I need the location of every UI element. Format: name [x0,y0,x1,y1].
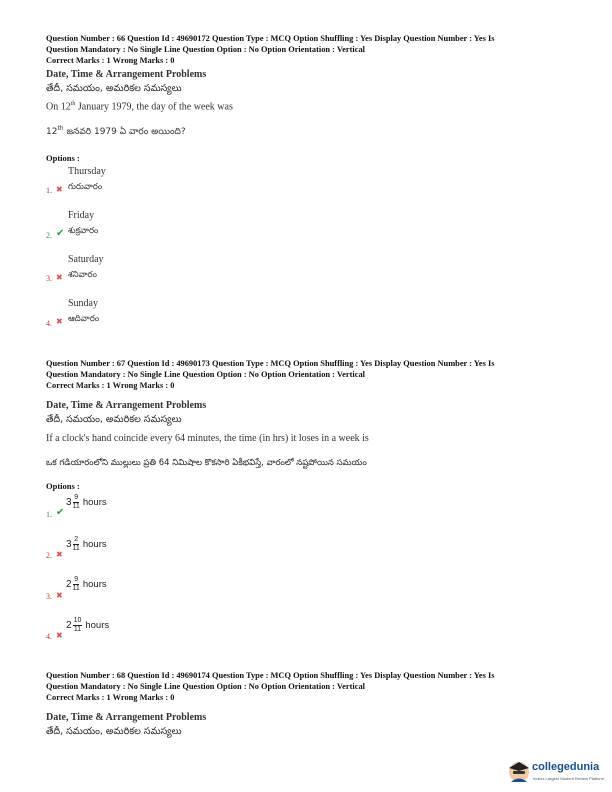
q66-option1-number: 1. [46,186,52,195]
correct-check-icon: ✔ [56,507,65,518]
q66-option3-te: శనివారం [68,270,97,280]
q66-options-label: Options : [46,153,80,163]
q67-option4-number: 4. [46,632,52,641]
wrong-mark-icon: ✖ [56,591,63,600]
q67-question-text-te: ఒక గడియారంలోని ముల్లులు ప్రతి 64 నిమిషాల కొకసారి ఏకీభవిస్తే, వారంలో నష్టపోయిన సమయం [46,458,367,468]
q68-meta-line2: Question Mandatory : No Single Line Question Option : No Option Orientation : Vertical [46,682,365,691]
q66-question-text-te: 12th జనవరి 1979 ఏ వారం అయింది? [46,125,186,137]
q66-option4-en: Sunday [68,298,98,309]
q67-section-title: Date, Time & Arrangement Problems [46,400,207,411]
q67-meta-line2: Question Mandatory : No Single Line Question Option : No Option Orientation : Vertical [46,370,365,379]
q67-option2-value: 3 $\frac{2}{11}$ hours [66,536,107,552]
wrong-mark-icon: ✖ [56,185,63,194]
q66-option4-number: 4. [46,319,52,328]
q66-option2-number: 2. [46,231,52,240]
q68-meta-line1: Question Number : 68 Question Id : 49690174 Question Type : MCQ Option Shuffling : Yes Display Question Number : Yes Is [46,671,495,680]
q67-option4-value: 2 $\frac{10}{11}$ hours [66,617,110,633]
q67-question-text: If a clock's hand coincide every 64 minutes, the time (in hrs) it loses in a week is [46,433,369,444]
q67-option1-number: 1. [46,510,52,519]
q66-option3-number: 3. [46,274,52,283]
q66-meta-line1: Question Number : 66 Question Id : 49690172 Question Type : MCQ Option Shuffling : Yes Display Question Number : Yes Is [46,34,495,43]
logo-tagline: India's Largest Student Review Platform [533,776,605,781]
q66-option2-te: శుక్రవారం [68,226,99,236]
correct-check-icon: ✔ [56,228,65,239]
q67-meta [46,358,586,391]
q66-section-title: Date, Time & Arrangement Problems [46,69,207,80]
q67-meta-line3: Correct Marks : 1 Wrong Marks : 0 [46,381,175,390]
q67-section-title-te: తేదీ, సమయం, అమరికల సమస్యలు [46,414,182,425]
q67-option2-number: 2. [46,551,52,560]
q66-meta-line3: Correct Marks : 1 Wrong Marks : 0 [46,56,175,65]
q67-options-label: Options : [46,481,80,491]
q67-option3-number: 3. [46,592,52,601]
q68-section-title: Date, Time & Arrangement Problems [46,712,207,723]
q66-section-title-te: తేదీ, సమయం, అమరికల సమస్యలు [46,83,182,94]
wrong-mark-icon: ✖ [56,550,63,559]
wrong-mark-icon: ✖ [56,317,63,326]
q66-option1-en: Thursday [68,166,106,177]
q66-option2-en: Friday [68,210,95,221]
logo-name: collegedunia [532,761,600,773]
wrong-mark-icon: ✖ [56,631,63,640]
q68-meta [46,670,586,703]
q66-option4-te: ఆదివారం [68,314,100,324]
q66-meta [46,33,586,66]
q67-option3-value: 2 $\frac{9}{11}$ hours [66,576,107,592]
q67-option1-value: 3 $\frac{9}{11}$ hours [66,494,107,510]
q66-option1-te: గురువారం [68,182,103,192]
q66-question-text: On 12th January 1979, the day of the week was [46,101,233,113]
q66-option3-en: Saturday [68,254,104,265]
q66-meta-line2: Question Mandatory : No Single Line Question Option : No Option Orientation : Vertical [46,45,365,54]
q67-meta-line1: Question Number : 67 Question Id : 49690173 Question Type : MCQ Option Shuffling : Yes Display Question Number : Yes Is [46,359,495,368]
q68-section-title-te: తేదీ, సమయం, అమరికల సమస్యలు [46,726,182,737]
q68-meta-line3: Correct Marks : 1 Wrong Marks : 0 [46,693,175,702]
wrong-mark-icon: ✖ [56,273,63,282]
